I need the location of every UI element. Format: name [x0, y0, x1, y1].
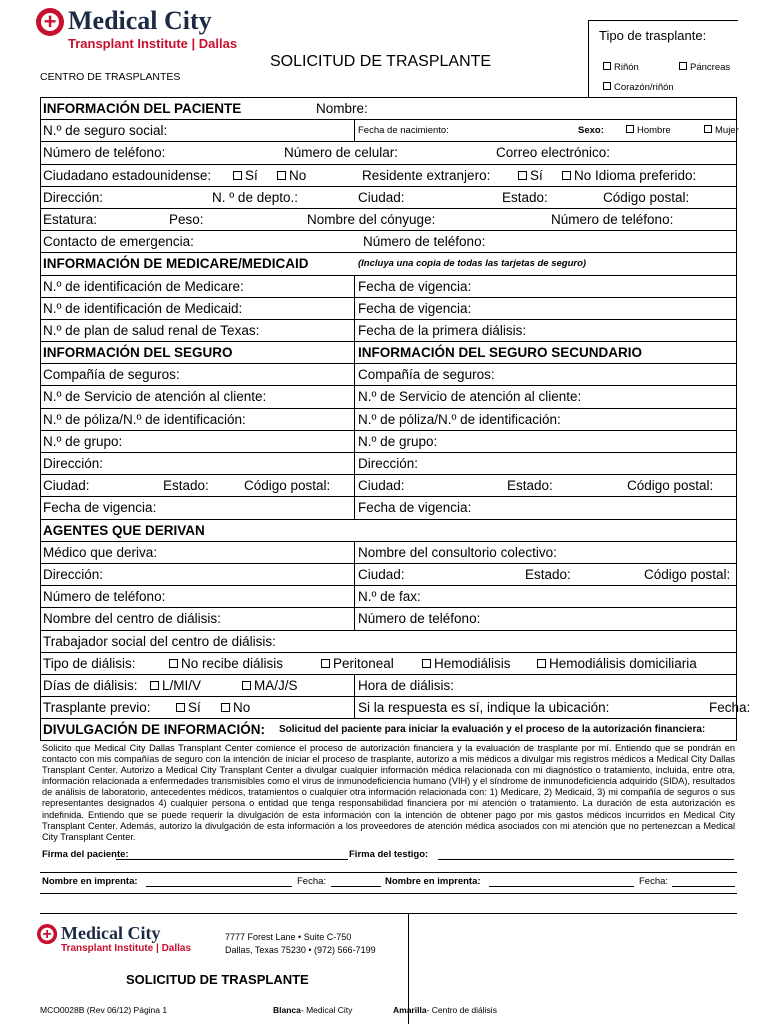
- checkbox-icon[interactable]: [537, 659, 546, 668]
- row-ins-company: [41, 364, 736, 386]
- print-name-line-2[interactable]: [489, 886, 634, 887]
- header-logo: [36, 8, 266, 56]
- checkbox-icon[interactable]: [603, 82, 611, 90]
- ins2-state-label[interactable]: Estado:: [507, 478, 553, 494]
- option-rinon[interactable]: Riñón: [603, 62, 639, 73]
- ins-address-label[interactable]: Dirección:: [43, 456, 104, 471]
- ins-policy-label[interactable]: N.º de póliza/N.º de identificación:: [43, 411, 246, 427]
- dialysis-center-label[interactable]: Nombre del centro de diálisis:: [43, 611, 221, 627]
- ins-service-label[interactable]: N.º de Servicio de atención al cliente:: [43, 389, 267, 405]
- ins2-service-label[interactable]: N.º de Servicio de atención al cliente:: [358, 389, 582, 405]
- dialysis-type-label: Tipo de diálisis:: [43, 655, 136, 671]
- ins-state-label[interactable]: Estado:: [163, 478, 209, 494]
- spouse-field-label[interactable]: Nombre del cónyuge:: [307, 211, 436, 227]
- ins-city-label[interactable]: Ciudad:: [43, 478, 90, 494]
- patient-signature-label: Firma del paciente:: [42, 849, 129, 860]
- agent-city-label[interactable]: Ciudad:: [358, 566, 405, 582]
- row-ins-policy: [41, 409, 736, 431]
- section-agents: AGENTES QUE DERIVAN: [43, 522, 205, 538]
- row-texas-plan: [41, 320, 736, 342]
- row-address: [41, 187, 736, 209]
- texas-plan-label[interactable]: N.º de plan de salud renal de Texas:: [43, 322, 260, 338]
- address-field-label[interactable]: Dirección:: [43, 189, 104, 205]
- disclosure-subtitle: Solicitud del paciente para iniciar la evaluación y el proceso de la autorización financiera:: [279, 724, 706, 736]
- cell-field-label[interactable]: Número de celular:: [284, 145, 399, 161]
- option-hombre[interactable]: Hombre: [626, 120, 671, 142]
- citizen-yes[interactable]: Sí: [233, 165, 258, 187]
- agent-phone-label[interactable]: Número de teléfono:: [43, 589, 166, 605]
- ins2-city-label[interactable]: Ciudad:: [358, 478, 405, 494]
- page-title: SOLICITUD DE TRASPLANTE: [270, 53, 492, 70]
- footer-address-1: 7777 Forest Lane • Suite C-750: [225, 932, 352, 942]
- option-mujer[interactable]: Mujer: [704, 120, 739, 142]
- medicaid-id-label[interactable]: N.º de identificación de Medicaid:: [43, 300, 243, 316]
- row-agent-address: [41, 564, 736, 586]
- footer-address-2: Dallas, Texas 75230 • (972) 566-7199: [225, 945, 376, 955]
- checkbox-icon[interactable]: [221, 703, 230, 712]
- transplant-type-label: Tipo de trasplante:: [599, 28, 707, 43]
- social-worker-label[interactable]: Trabajador social del centro de diálisis:: [43, 633, 276, 649]
- print-name-row: [40, 872, 737, 890]
- section-secondary-insurance: INFORMACIÓN DEL SEGURO SECUNDARIO: [358, 345, 643, 361]
- location-label[interactable]: Si la respuesta es sí, indique la ubicación:: [358, 700, 610, 716]
- checkbox-icon[interactable]: [321, 659, 330, 668]
- section-medicare: INFORMACIÓN DE MEDICARE/MEDICAID: [43, 256, 309, 272]
- print-name-label-2: Nombre en imprenta:: [385, 876, 481, 887]
- row-dialysis-center: [41, 608, 736, 630]
- print-name-label-1: Nombre en imprenta:: [42, 876, 138, 887]
- option-majs[interactable]: MA/J/S: [242, 675, 298, 697]
- witness-signature-line[interactable]: [438, 859, 734, 860]
- medicare-id-label[interactable]: N.º de identificación de Medicare:: [43, 278, 244, 294]
- prior-yes[interactable]: Sí: [176, 697, 201, 719]
- option-corazon[interactable]: Corazón/riñón: [603, 82, 674, 93]
- ins2-group-label[interactable]: N.º de grupo:: [358, 433, 438, 449]
- checkbox-icon[interactable]: [679, 62, 687, 70]
- signature-row: [42, 849, 737, 863]
- date-label-2: Fecha:: [639, 876, 669, 887]
- option-lmiv[interactable]: L/MI/V: [150, 675, 201, 697]
- row-citizen: [41, 165, 736, 187]
- row-ins-valid: [41, 497, 736, 519]
- row-ins-service: [41, 386, 736, 408]
- emergency-phone-label[interactable]: Número de teléfono:: [363, 234, 486, 250]
- ssn-field-label[interactable]: N.º de seguro social:: [43, 123, 168, 139]
- checkbox-icon[interactable]: [233, 171, 242, 180]
- checkbox-icon[interactable]: [626, 125, 634, 133]
- option-hemo-home[interactable]: Hemodiálisis domiciliaria: [537, 653, 697, 675]
- ins-group-label[interactable]: N.º de grupo:: [43, 433, 123, 449]
- fax-label[interactable]: N.º de fax:: [358, 589, 421, 605]
- footer-brand-subtitle: Transplant Institute | Dallas: [61, 943, 192, 954]
- row-medicaid-id: [41, 298, 736, 320]
- option-no-dialysis[interactable]: No recibe diálisis: [169, 653, 283, 675]
- doctor-label[interactable]: Médico que deriva:: [43, 544, 158, 560]
- checkbox-icon[interactable]: [176, 703, 185, 712]
- footer-copy-yellow: Amarilla- Centro de diálisis: [393, 1005, 497, 1015]
- row-prior-transplant: [41, 697, 751, 719]
- checkbox-icon[interactable]: [422, 659, 431, 668]
- form-table: [40, 97, 751, 741]
- center-label: CENTRO DE TRASPLANTES: [40, 71, 181, 83]
- emergency-contact-label[interactable]: Contacto de emergencia:: [43, 234, 194, 250]
- sex-label: Sexo:: [578, 125, 604, 137]
- height-field-label[interactable]: Estatura:: [43, 211, 98, 227]
- row-social-worker: [41, 631, 736, 653]
- checkbox-icon[interactable]: [518, 171, 527, 180]
- resident-yes[interactable]: Sí: [518, 165, 543, 187]
- footer-form-code: MCO0028B (Rev 06/12) Página 1: [40, 1005, 168, 1015]
- dialysis-days-label: Días de diálisis:: [43, 677, 138, 693]
- patient-signature-line[interactable]: [116, 859, 348, 860]
- citizen-label: Ciudadano estadounidense:: [43, 167, 212, 183]
- section-disclosure: DIVULGACIÓN DE INFORMACIÓN:: [43, 722, 265, 738]
- row-dialysis-type: [41, 653, 736, 675]
- medicaid-valid-label[interactable]: Fecha de vigencia:: [358, 300, 472, 316]
- apt-field-label[interactable]: N. º de depto.:: [212, 189, 298, 205]
- checkbox-icon[interactable]: [242, 681, 251, 690]
- row-agents-header: [41, 520, 736, 542]
- city-field-label[interactable]: Ciudad:: [358, 189, 405, 205]
- spouse-phone-label[interactable]: Número de teléfono:: [551, 211, 674, 227]
- medical-city-logo-icon: [37, 924, 57, 944]
- option-peritoneal[interactable]: Peritoneal: [321, 653, 394, 675]
- date-line-2[interactable]: [672, 886, 735, 887]
- section-patient: INFORMACIÓN DEL PACIENTE: [43, 101, 242, 116]
- ins-zip-label[interactable]: Código postal:: [244, 478, 331, 494]
- row-phone: [41, 142, 736, 164]
- row-height: [41, 209, 736, 231]
- checkbox-icon[interactable]: [277, 171, 286, 180]
- option-hemo[interactable]: Hemodiálisis: [422, 653, 511, 675]
- transplant-type-box: [588, 20, 738, 98]
- checkbox-icon[interactable]: [603, 62, 611, 70]
- form-divider-line: [40, 893, 737, 894]
- ins2-zip-label[interactable]: Código postal:: [627, 478, 714, 494]
- footer-brand-name: Medical City: [61, 923, 161, 943]
- footer-block: [40, 913, 737, 1023]
- medical-city-logo-icon: [36, 8, 64, 36]
- agent-address-label[interactable]: Dirección:: [43, 566, 104, 582]
- row-medicare-id: [41, 276, 736, 298]
- row-ins-address: [41, 453, 736, 475]
- language-field[interactable]: No Idioma preferido:: [562, 165, 696, 187]
- resident-label: Residente extranjero:: [362, 167, 491, 183]
- email-field-label[interactable]: Correo electrónico:: [496, 145, 611, 161]
- row-doctor: [41, 542, 736, 564]
- footer-title: SOLICITUD DE TRASPLANTE: [126, 972, 309, 987]
- agent-zip-label[interactable]: Código postal:: [644, 566, 731, 582]
- row-ins-group: [41, 431, 736, 453]
- row-ssn: [41, 120, 739, 142]
- option-pancreas[interactable]: Páncreas: [679, 62, 730, 73]
- date-line-1[interactable]: [331, 886, 381, 887]
- section-insurance: INFORMACIÓN DEL SEGURO: [43, 345, 233, 361]
- medicare-note: (Incluya una copia de todas las tarjetas de seguro): [358, 258, 587, 270]
- row-emergency: [41, 231, 736, 253]
- row-dialysis-days: [41, 675, 736, 697]
- row-disclosure-header: [41, 719, 736, 741]
- medicare-valid-label[interactable]: Fecha de vigencia:: [358, 278, 472, 294]
- footer-logo: [37, 924, 217, 964]
- dialysis-time-label[interactable]: Hora de diálisis:: [358, 677, 455, 693]
- name-field-label[interactable]: Nombre:: [316, 101, 368, 116]
- brand-subtitle: Transplant Institute | Dallas: [68, 36, 238, 51]
- footer-copy-white: Blanca- Medical City: [273, 1005, 353, 1015]
- ins2-policy-label[interactable]: N.º de póliza/N.º de identificación:: [358, 411, 561, 427]
- phone-field-label[interactable]: Número de teléfono:: [43, 145, 166, 161]
- dialysis-phone-label[interactable]: Número de teléfono:: [358, 611, 481, 627]
- brand-name: Medical City: [68, 6, 212, 35]
- print-name-line-1[interactable]: [146, 886, 292, 887]
- zip-field-label[interactable]: Código postal:: [603, 189, 690, 205]
- state-field-label[interactable]: Estado:: [502, 189, 548, 205]
- dob-field-label[interactable]: Fecha de nacimiento:: [358, 125, 449, 137]
- ins2-company-label[interactable]: Compañía de seguros:: [358, 367, 495, 383]
- prior-date-label[interactable]: Fecha:: [709, 700, 751, 716]
- checkbox-icon[interactable]: [169, 659, 178, 668]
- ins2-address-label[interactable]: Dirección:: [358, 456, 419, 471]
- ins2-valid-label[interactable]: Fecha de vigencia:: [358, 500, 472, 516]
- row-ins-city: [41, 475, 736, 497]
- row-insurance-header: [41, 342, 736, 364]
- checkbox-icon[interactable]: [704, 125, 712, 133]
- citizen-no[interactable]: No: [277, 165, 306, 187]
- agent-state-label[interactable]: Estado:: [525, 566, 571, 582]
- weight-field-label[interactable]: Peso:: [169, 211, 204, 227]
- witness-signature-label: Firma del testigo:: [349, 849, 429, 860]
- row-patient-header: [41, 98, 736, 120]
- checkbox-icon[interactable]: [562, 171, 571, 180]
- date-label-1: Fecha:: [297, 876, 327, 887]
- ins-company-label[interactable]: Compañía de seguros:: [43, 367, 180, 383]
- checkbox-icon[interactable]: [150, 681, 159, 690]
- ins-valid-label[interactable]: Fecha de vigencia:: [43, 500, 157, 516]
- first-dialysis-label[interactable]: Fecha de la primera diálisis:: [358, 322, 527, 338]
- row-agent-phone: [41, 586, 736, 608]
- disclosure-paragraph: Solicito que Medical City Dallas Transplant Center comience el proceso de autorización financiera y la evaluación de trasplante por mí. Entiendo que se pondrán en contacto con mis compañías de seguro con la intención de iniciar el proceso de trasplante, autorizo a mis médicos a divulgar mis registros médicos a Medical City Dallas Transplant Center. Autorizo a Medical City Transplant Center a divulgar cualquier información médica relacionada con mi diagnóstico o tratamiento, incluida, entre otra, información relacionada a enfermedades transmisibles como el virus de inmunodeficiencia humano (VIH) y el síndrome de inmunodeficiencia adquirido (SIDA), resultados de análisis de laboratorio, antecedentes médicos, tratamientos o cualquier otra información relacionada con: 1) Medicare, 2) Medicaid, 3) mi compañía de seguros o sus representantes designados 4) cualquier persona o entidad que tenga responsabilidad financiera por mi atención o tratamiento. La duración de esta autorización es indefinida. Entiendo que se puede requerir la divulgación de esta información con la intención de obtener pago por mis gastos médicos incurridos en Medical City Transplant Center. Además, autorizo la divulgación de esta información a los proveedores de atención médica asociados con mi atención que no pertenezcan a Medical City Transplant Center.: [42, 743, 735, 842]
- prior-transplant-label: Trasplante previo:: [43, 700, 151, 716]
- practice-label[interactable]: Nombre del consultorio colectivo:: [358, 544, 557, 560]
- row-medicare-header: [41, 253, 736, 275]
- prior-no[interactable]: No: [221, 697, 250, 719]
